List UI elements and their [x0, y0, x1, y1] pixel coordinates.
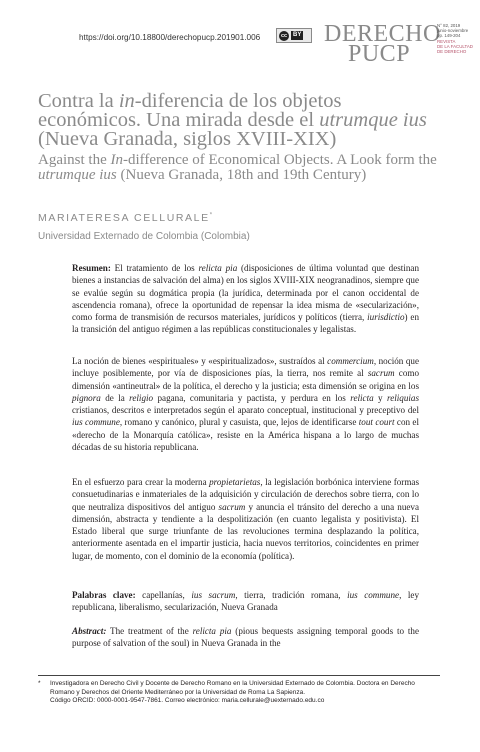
author-footnote-mark[interactable]: *	[209, 212, 213, 219]
abstract-spanish-p1: Resumen: El tratamiento de los relicta pia (disposiciones de última voluntad que destinan bienes a instancias de salvación del alma) en los siglos XVIII-XIX neogranadinos, siempre que se evalúe según su dogmática propia (la jurídica, determinada por el canon occidental de ascendencia romana), ofrece la oportunidad de repensar la idea misma de «secularización», como forma de transmisión de recursos materiales, jurídicos y políticos (tierra, iurisdictio) en la transición del antiguo régimen a las repúblicas constitucionales y legalistas.	[72, 263, 419, 335]
title-spanish: Contra la in-diferencia de los objetos económicos. Una mirada desde el utrumque ius (Nueva Granada, siglos XVIII-XIX)	[38, 90, 427, 150]
title-block	[38, 92, 443, 183]
footnote-mark: *	[38, 680, 41, 687]
footnote-divider	[38, 675, 440, 676]
cc-circle-icon: cc	[280, 32, 288, 39]
footnote	[38, 680, 438, 706]
page-header	[0, 21, 480, 76]
journal-desc-1: REVISTA	[437, 38, 456, 44]
abstract-english: Abstract: The treatment of the relicta pia (pious bequests assigning temporal goods to the purpose of salvation of the soul) in Nueva Granada in the	[72, 626, 419, 649]
issue-pages: pp. 149-204	[437, 33, 461, 39]
journal-desc-2: DE LA FACULTAD	[437, 43, 473, 49]
journal-logo	[324, 21, 441, 67]
creative-commons-license-icon	[276, 28, 312, 43]
journal-logo-line1: DERECHO	[324, 21, 441, 47]
journal-desc-3: DE DERECHO	[437, 49, 467, 55]
keywords-spanish: Palabras clave: capellanías, ius sacrum, tierra, tradición romana, ius commune, ley republicana, liberalismo, secularización, Nueva Granada	[72, 590, 419, 613]
journal-logo-line2: PUCP	[348, 41, 411, 67]
cc-by-badge: BY	[293, 32, 302, 38]
doi-link[interactable]: https://doi.org/10.18800/derechopucp.201901.006	[79, 33, 261, 42]
author-name: MARIATERESA CELLURALE*	[38, 212, 213, 224]
title-english: Against the In-difference of Economical Objects. A Look form the utrumque ius (Nueva Granada, 18th and 19th Century)	[38, 152, 437, 183]
author-affiliation: Universidad Externado de Colombia (Colombia)	[38, 231, 250, 242]
abstract-spanish-p2: La noción de bienes «espirituales» y «espiritualizados», sustraídos al commercium, noción que incluye posiblemente, por vía de disposiciones pías, la tierra, nos remite al sacrum como dimensión «antineutral» de la política, el derecho y la justicia; esta dimensión se origina en los pignora de la religio pagana, comunitaria y pactista, y perdura en los relicta y reliquias cristianos, descritos e interpretados según el aparato conceptual, institucional y preceptivo del ius commune, romano y canónico, plural y casuista, que, lejos de identificarse tout court con el «derecho de la Monarquía católica», resiste en la América hispana a lo largo de muchas décadas de su historia republicana.	[72, 356, 420, 452]
footnote-text: Investigadora en Derecho Civil y Docente de Derecho Romano en la Universidad Externado de Colombia. Doctora en Derecho Romano y Derechos del Oriente Mediterráneo por la Universidad de Roma La Sapienza.	[50, 680, 415, 696]
issue-period: junio-noviembre	[437, 28, 469, 34]
issue-info	[437, 23, 479, 54]
footnote-orcid-email[interactable]: Código ORCID: 0000-0001-9547-7861. Correo electrónico: maria.cellurale@uexternado.edu.co	[50, 697, 325, 705]
abstract-spanish-p3: En el esfuerzo para crear la moderna propietarietas, la legislación borbónica interviene formas consuetudinarias e inmateriales de la adquisición y circulación de derechos sobre tierra, con lo que neutraliza dispositivos del antiguo sacrum y anuncia el tránsito del derecho a una nueva dimensión, abstracta y tendiente a la despolitización (en cuanto legalista y positivista). El Estado liberal que surge triunfante de las revoluciones termina desplazando la política, anteriormente asentada en el impartir justicia, hacia nuevos territorios, coincidentes en primer lugar, de momento, con el dominio de la economía (política).	[72, 477, 419, 561]
issue-number: N° 82, 2019	[437, 23, 461, 28]
